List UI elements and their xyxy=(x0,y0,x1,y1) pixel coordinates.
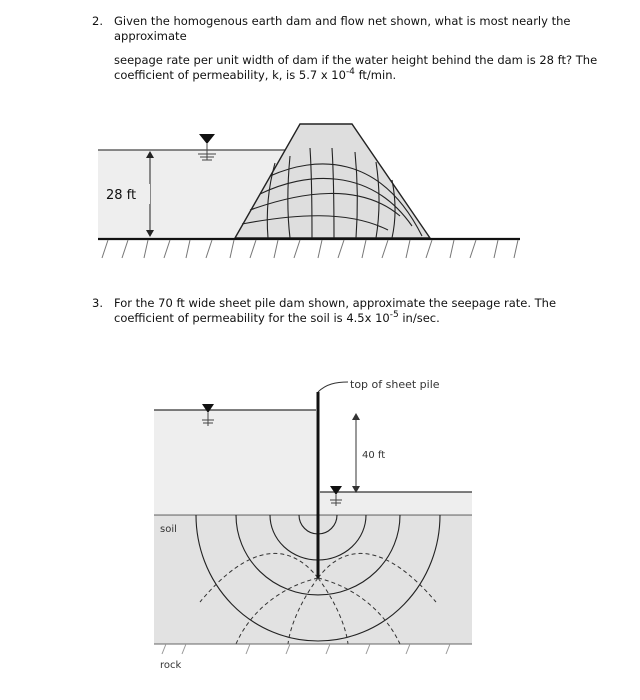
upstream-water xyxy=(154,410,316,514)
permeability-unit: ft/min. xyxy=(354,68,397,82)
question-2 xyxy=(92,14,598,83)
permeability-text: coefficient of permeability, k, is 5.7 x 10 xyxy=(114,68,346,82)
downstream-water xyxy=(320,492,472,514)
question-3-line-1: For the 70 ft wide sheet pile dam shown, approximate the seepage rate. The xyxy=(114,296,557,310)
q3-permeability-text: coefficient of permeability for the soil is 4.5x 10 xyxy=(114,311,390,325)
top-of-sheet-pile-label: top of sheet pile xyxy=(350,378,440,391)
water-level-icon xyxy=(199,134,215,144)
depth-arrow-top xyxy=(352,413,360,420)
question-2-line-2: approximate xyxy=(114,29,187,43)
rock-label: rock xyxy=(160,660,182,671)
question-2-line-4 xyxy=(114,68,584,83)
question-2-line-3: seepage rate per unit width of dam if the water height behind the dam is 28 ft? The xyxy=(114,53,598,67)
q3-permeability-exponent: -5 xyxy=(389,310,399,320)
q3-permeability-unit: in/sec. xyxy=(398,311,440,325)
question-3-line-2 xyxy=(114,311,584,326)
soil-label: soil xyxy=(160,524,177,535)
question-3 xyxy=(92,296,584,326)
sheet-pile-figure xyxy=(140,372,480,682)
rock-hatch xyxy=(162,644,450,654)
question-2-number: 2. xyxy=(92,14,103,28)
question-3-number: 3. xyxy=(92,296,103,310)
ground-hatch xyxy=(102,240,518,258)
height-label: 28 ft xyxy=(106,188,137,203)
soil-region xyxy=(154,515,472,644)
earth-dam-figure xyxy=(90,118,530,278)
top-label-leader xyxy=(318,382,348,392)
question-2-line-1: Given the homogenous earth dam and flow net shown, what is most nearly the xyxy=(114,14,571,28)
depth-label: 40 ft xyxy=(362,450,386,461)
permeability-exponent: -4 xyxy=(345,67,355,77)
